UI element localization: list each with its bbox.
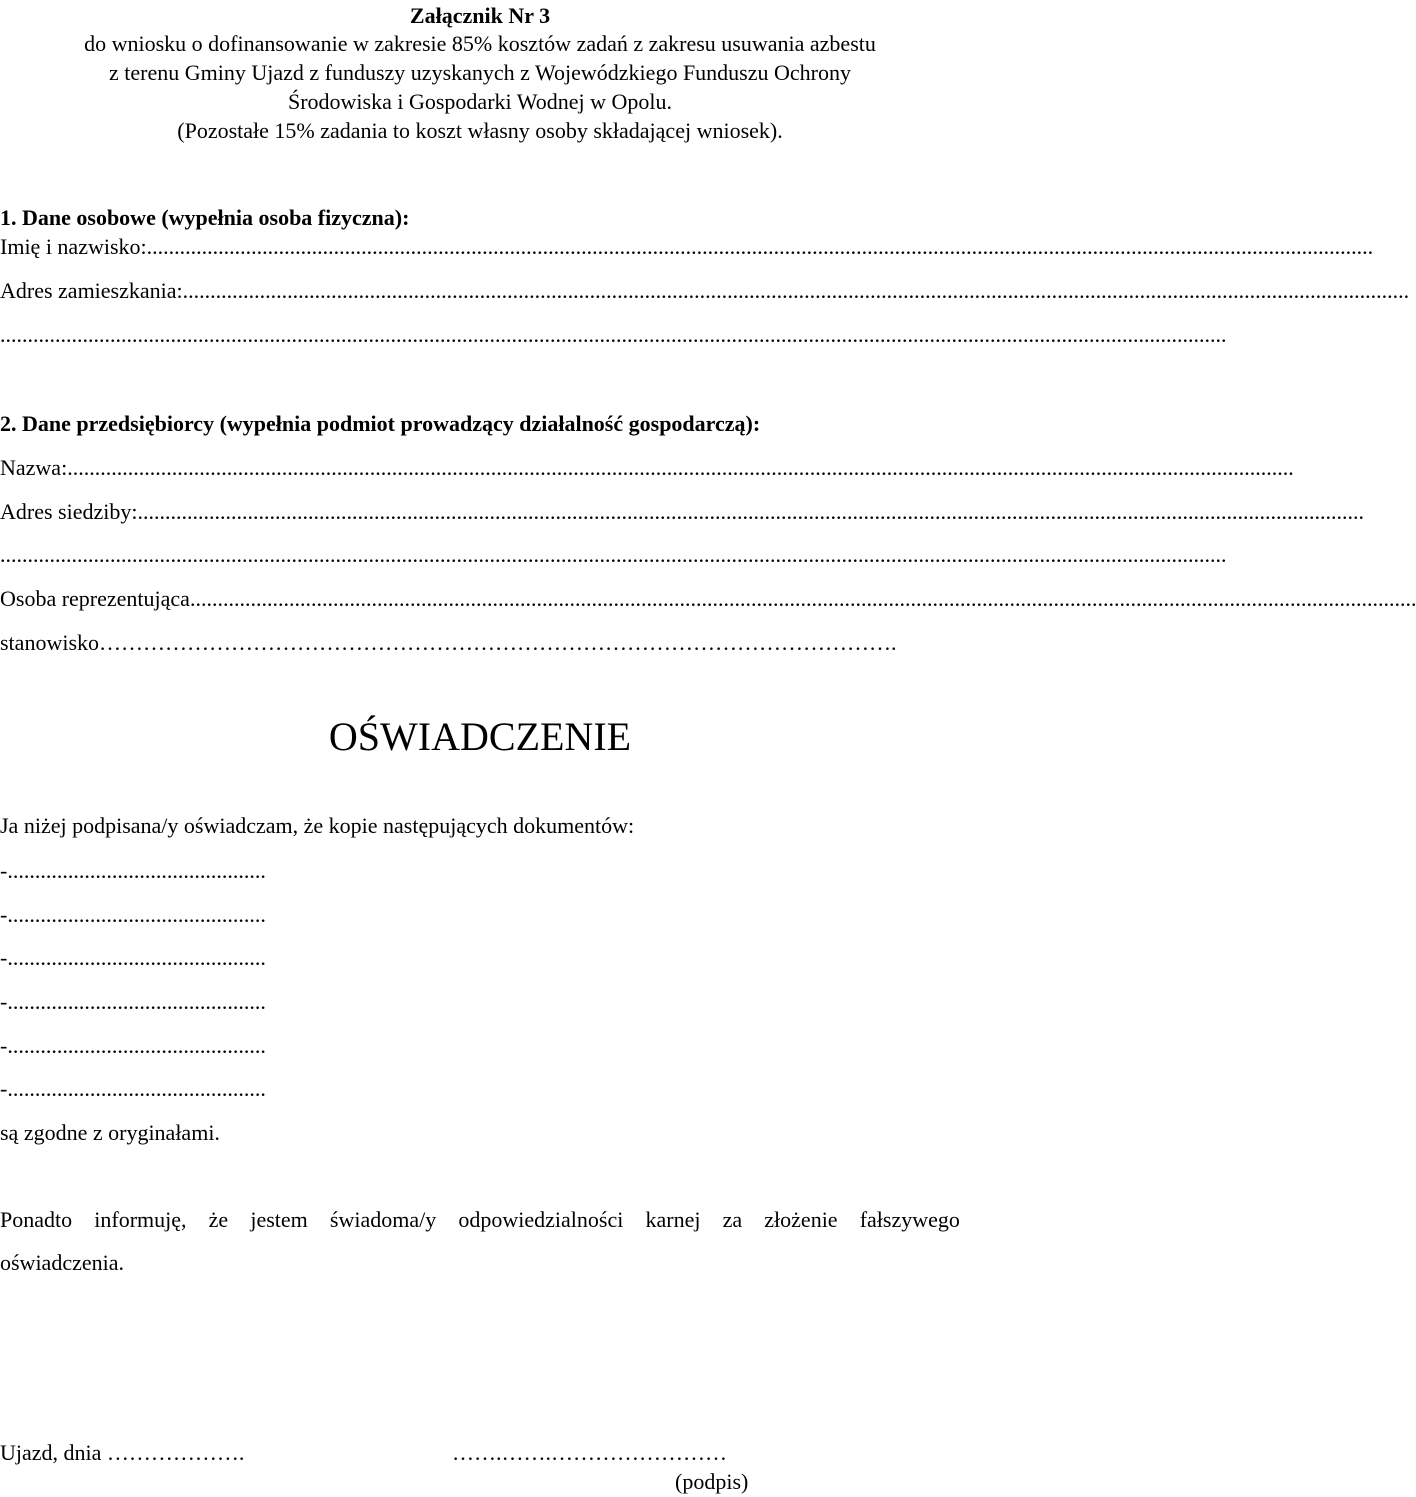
document-item-1[interactable]: -...............................................: [0, 858, 266, 883]
address-field-row: [0, 277, 1410, 305]
header-line-2: z terenu Gminy Ujazd z funduszy uzyskanych z Wojewódzkiego Funduszu Ochrony: [109, 60, 851, 85]
document-item-2[interactable]: -...............................................: [0, 902, 266, 927]
liability-word: że: [208, 1207, 229, 1232]
header-line-3: Środowiska i Gospodarki Wodnej w Opolu.: [287, 89, 673, 114]
document-item-6[interactable]: -...............................................: [0, 1076, 266, 1101]
liability-word: jestem: [250, 1207, 308, 1232]
liability-word: karnej: [645, 1207, 701, 1232]
company-name-label: Nazwa:: [0, 455, 68, 480]
company-name-row: [0, 454, 1294, 482]
representative-label: Osoba reprezentująca: [0, 586, 190, 611]
company-address-label: Adres siedziby:: [0, 499, 138, 524]
document-item-3[interactable]: -...............................................: [0, 945, 266, 970]
name-field-label: Imię i nazwisko:: [0, 234, 147, 259]
company-address-blank-2[interactable]: ...............................................................................................................................................................................................................................: [0, 542, 1227, 567]
company-address-row: [0, 498, 1364, 526]
place-date-field[interactable]: Ujazd, dnia ……………….: [0, 1440, 245, 1465]
section2-heading: 2. Dane przedsiębiorcy (wypełnia podmiot prowadzący działalność gospodarczą):: [0, 411, 761, 436]
statement-conclusion: są zgodne z oryginałami.: [0, 1120, 220, 1145]
header-line-4: (Pozostałe 15% zadania to koszt własny osoby składającej wniosek).: [177, 118, 783, 143]
position-blank[interactable]: ……………………………………………………………………………………………….: [99, 630, 897, 655]
document-item-5[interactable]: -...............................................: [0, 1033, 266, 1058]
liability-word: fałszywego: [859, 1207, 960, 1232]
address-field-label: Adres zamieszkania:: [0, 278, 183, 303]
representative-row: [0, 585, 1416, 613]
section1-heading: 1. Dane osobowe (wypełnia osoba fizyczna):: [0, 205, 410, 230]
company-name-blank[interactable]: ...............................................................................................................................................................................................................................: [67, 455, 1294, 480]
position-row: [0, 629, 960, 657]
liability-word: świadoma/y: [329, 1207, 437, 1232]
liability-word: złożenie: [764, 1207, 838, 1232]
company-address-blank[interactable]: ...............................................................................................................................................................................................................................: [137, 499, 1364, 524]
statement-intro: Ja niżej podpisana/y oświadczam, że kopie następujących dokumentów:: [0, 813, 635, 838]
liability-line-1: [0, 1206, 960, 1234]
name-field-blank[interactable]: ...............................................................................................................................................................................................................................: [146, 234, 1374, 259]
address-field-blank-2[interactable]: ...............................................................................................................................................................................................................................: [0, 322, 1227, 347]
liability-word: odpowiedzialności: [458, 1207, 624, 1232]
attachment-title: Załącznik Nr 3: [409, 3, 551, 28]
signature-caption: (podpis): [675, 1469, 749, 1494]
representative-blank[interactable]: ...............................................................................................................................................................................................................................: [189, 586, 1416, 611]
address-field-row-2: [0, 321, 1227, 349]
liability-word: informuję,: [94, 1207, 187, 1232]
statement-title: OŚWIADCZENIE: [328, 714, 632, 759]
name-field-row: [0, 233, 1374, 261]
liability-word: Ponadto: [0, 1207, 73, 1232]
liability-line-2: oświadczenia.: [0, 1250, 124, 1275]
address-field-blank[interactable]: ...............................................................................................................................................................................................................................: [182, 278, 1410, 303]
company-address-row-2: [0, 541, 1227, 569]
signature-line[interactable]: …….…….……………………: [452, 1440, 727, 1465]
document-item-4[interactable]: -...............................................: [0, 989, 266, 1014]
position-label: stanowisko: [0, 630, 99, 655]
header-line-1: do wniosku o dofinansowanie w zakresie 85% kosztów zadań z zakresu usuwania azbestu: [84, 31, 876, 56]
liability-word: za: [722, 1207, 743, 1232]
